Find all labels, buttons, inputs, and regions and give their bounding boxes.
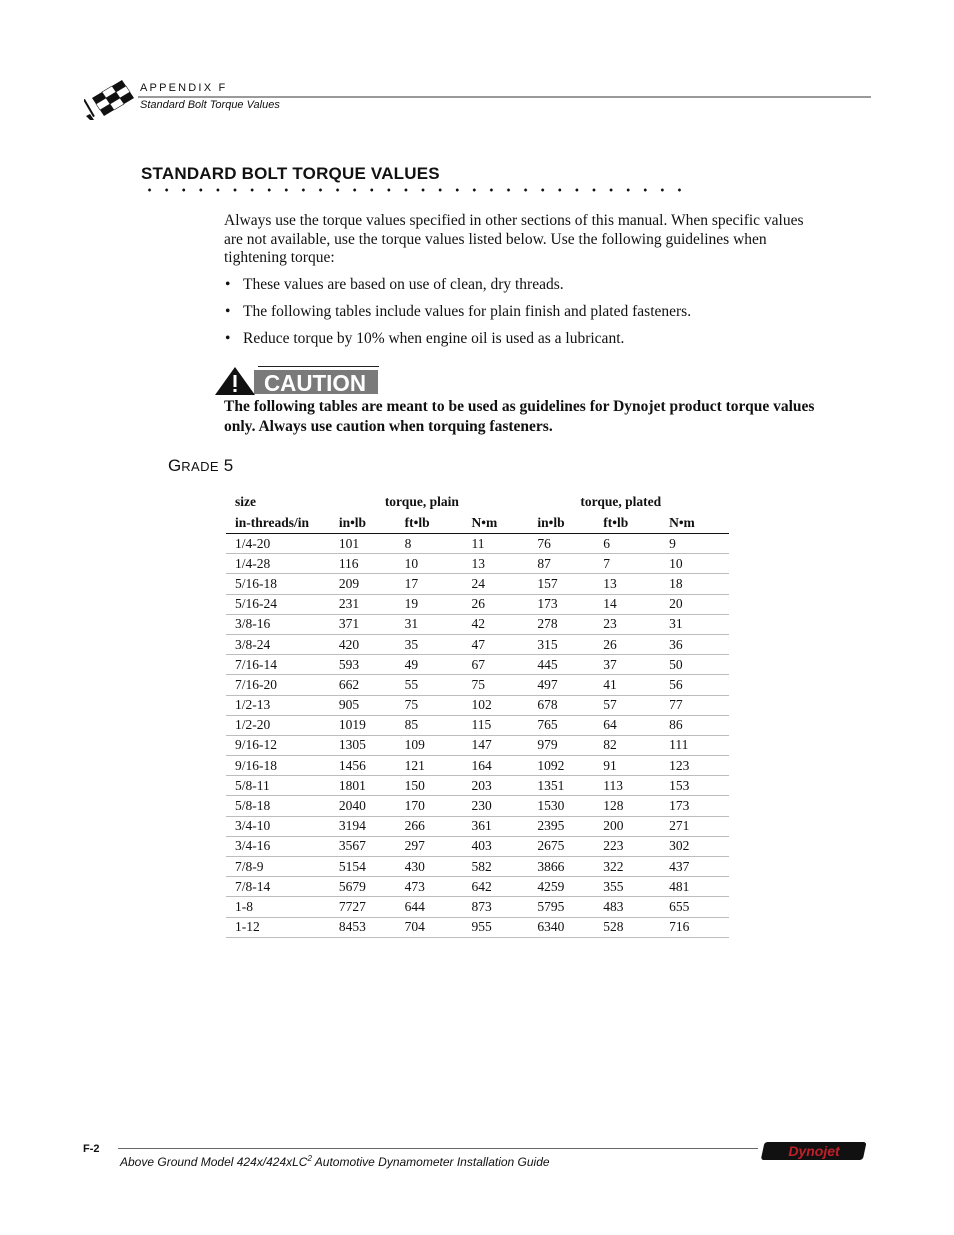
value-cell: 36: [669, 634, 729, 654]
value-cell: 371: [339, 614, 405, 634]
grade-heading-initial: G: [168, 456, 182, 475]
value-cell: 9: [669, 534, 729, 554]
guide-title-main: Above Ground Model 424x/424xLC: [120, 1155, 308, 1169]
value-cell: 41: [603, 675, 669, 695]
caution-banner: [214, 366, 379, 396]
value-cell: 355: [603, 877, 669, 897]
size-cell: 1/2-20: [226, 715, 339, 735]
value-cell: 8453: [339, 917, 405, 937]
table-row: [226, 695, 729, 715]
value-cell: 75: [472, 675, 538, 695]
value-cell: 150: [405, 776, 472, 796]
header-torque-plated: torque, plated: [580, 494, 662, 509]
table-row: [226, 735, 729, 755]
table-column-header: [226, 513, 729, 534]
value-cell: 437: [669, 857, 729, 877]
value-cell: 19: [405, 594, 472, 614]
value-cell: 121: [405, 756, 472, 776]
size-cell: 7/8-9: [226, 857, 339, 877]
value-cell: 67: [472, 655, 538, 675]
column-header: N•m: [472, 513, 538, 534]
table-row: [226, 715, 729, 735]
guidelines-list: [224, 276, 824, 357]
table-group-header: [226, 491, 729, 513]
list-item: [224, 330, 824, 357]
value-cell: 86: [669, 715, 729, 735]
value-cell: 37: [603, 655, 669, 675]
value-cell: 5154: [339, 857, 405, 877]
size-cell: 7/8-14: [226, 877, 339, 897]
list-item: [224, 276, 824, 303]
table-row: [226, 534, 729, 554]
value-cell: 82: [603, 735, 669, 755]
value-cell: 4259: [537, 877, 603, 897]
value-cell: 87: [537, 554, 603, 574]
value-cell: 2675: [537, 836, 603, 856]
value-cell: 10: [669, 554, 729, 574]
value-cell: 101: [339, 534, 405, 554]
value-cell: 361: [472, 816, 538, 836]
value-cell: 302: [669, 836, 729, 856]
value-cell: 128: [603, 796, 669, 816]
value-cell: 430: [405, 857, 472, 877]
value-cell: 593: [339, 655, 405, 675]
value-cell: 315: [537, 634, 603, 654]
value-cell: 102: [472, 695, 538, 715]
bullet-icon: •: [225, 330, 231, 347]
size-cell: 1-12: [226, 917, 339, 937]
value-cell: 170: [405, 796, 472, 816]
value-cell: 3567: [339, 836, 405, 856]
value-cell: 50: [669, 655, 729, 675]
table-row: [226, 857, 729, 877]
header-size: size: [235, 494, 256, 509]
value-cell: 7727: [339, 897, 405, 917]
section-title: STANDARD BOLT TORQUE VALUES: [141, 164, 440, 183]
dotted-divider: [141, 186, 687, 194]
value-cell: 7: [603, 554, 669, 574]
list-item-text: These values are based on use of clean, dry threads.: [243, 276, 564, 293]
value-cell: 24: [472, 574, 538, 594]
header-rule: [138, 96, 871, 98]
column-header: in•lb: [339, 513, 405, 534]
table-row: [226, 917, 729, 937]
value-cell: 1530: [537, 796, 603, 816]
value-cell: 10: [405, 554, 472, 574]
value-cell: 116: [339, 554, 405, 574]
value-cell: 223: [603, 836, 669, 856]
value-cell: 11: [472, 534, 538, 554]
size-cell: 1/4-20: [226, 534, 339, 554]
size-cell: 3/8-24: [226, 634, 339, 654]
table-row: [226, 675, 729, 695]
value-cell: 2395: [537, 816, 603, 836]
value-cell: 173: [669, 796, 729, 816]
value-cell: 200: [603, 816, 669, 836]
guide-title: [120, 1154, 550, 1169]
value-cell: 153: [669, 776, 729, 796]
table-row: [226, 756, 729, 776]
value-cell: 420: [339, 634, 405, 654]
column-header: in-threads/in: [226, 513, 339, 534]
guide-title-rest: Automotive Dynamometer Installation Guide: [311, 1155, 550, 1169]
size-cell: 7/16-14: [226, 655, 339, 675]
list-item-text: Reduce torque by 10% when engine oil is used as a lubricant.: [243, 330, 625, 347]
grade-heading-rest: RADE: [181, 459, 219, 474]
value-cell: 57: [603, 695, 669, 715]
table-row: [226, 836, 729, 856]
table-row: [226, 776, 729, 796]
list-item-text: The following tables include values for plain finish and plated fasteners.: [243, 303, 692, 320]
table-row: [226, 796, 729, 816]
value-cell: 26: [603, 634, 669, 654]
value-cell: 1351: [537, 776, 603, 796]
size-cell: 5/16-18: [226, 574, 339, 594]
table-row: [226, 655, 729, 675]
value-cell: 955: [472, 917, 538, 937]
value-cell: 231: [339, 594, 405, 614]
value-cell: 873: [472, 897, 538, 917]
grade-heading: [168, 456, 233, 476]
value-cell: 483: [603, 897, 669, 917]
table-row: [226, 574, 729, 594]
value-cell: 322: [603, 857, 669, 877]
size-cell: 7/16-20: [226, 675, 339, 695]
value-cell: 14: [603, 594, 669, 614]
value-cell: 56: [669, 675, 729, 695]
value-cell: 644: [405, 897, 472, 917]
header-torque-plain: torque, plain: [384, 494, 459, 509]
value-cell: 3194: [339, 816, 405, 836]
size-cell: 1/2-13: [226, 695, 339, 715]
footer-rule: [118, 1148, 758, 1149]
grade-heading-number: 5: [223, 456, 234, 475]
value-cell: 77: [669, 695, 729, 715]
value-cell: 266: [405, 816, 472, 836]
value-cell: 111: [669, 735, 729, 755]
value-cell: 13: [472, 554, 538, 574]
size-cell: 5/16-24: [226, 594, 339, 614]
size-cell: 5/8-11: [226, 776, 339, 796]
value-cell: 704: [405, 917, 472, 937]
size-cell: 1-8: [226, 897, 339, 917]
value-cell: 528: [603, 917, 669, 937]
value-cell: 123: [669, 756, 729, 776]
size-cell: 3/4-16: [226, 836, 339, 856]
value-cell: 278: [537, 614, 603, 634]
value-cell: 905: [339, 695, 405, 715]
value-cell: 642: [472, 877, 538, 897]
value-cell: 297: [405, 836, 472, 856]
column-header: ft•lb: [405, 513, 472, 534]
value-cell: 497: [537, 675, 603, 695]
value-cell: 115: [472, 715, 538, 735]
value-cell: 271: [669, 816, 729, 836]
table-body: [226, 534, 729, 938]
value-cell: 582: [472, 857, 538, 877]
size-cell: 3/8-16: [226, 614, 339, 634]
value-cell: 85: [405, 715, 472, 735]
value-cell: 64: [603, 715, 669, 735]
table-row: [226, 877, 729, 897]
column-header: N•m: [669, 513, 729, 534]
column-header: ft•lb: [603, 513, 669, 534]
value-cell: 1801: [339, 776, 405, 796]
value-cell: 23: [603, 614, 669, 634]
header-subtitle: Standard Bolt Torque Values: [140, 99, 280, 111]
appendix-label: APPENDIX F: [140, 82, 228, 94]
value-cell: 147: [472, 735, 538, 755]
value-cell: 5795: [537, 897, 603, 917]
table-row: [226, 554, 729, 574]
value-cell: 662: [339, 675, 405, 695]
value-cell: 31: [669, 614, 729, 634]
value-cell: 31: [405, 614, 472, 634]
value-cell: 979: [537, 735, 603, 755]
value-cell: 1019: [339, 715, 405, 735]
value-cell: 20: [669, 594, 729, 614]
table-row: [226, 614, 729, 634]
dynojet-logo: [760, 1140, 866, 1162]
value-cell: 765: [537, 715, 603, 735]
value-cell: 17: [405, 574, 472, 594]
value-cell: 678: [537, 695, 603, 715]
value-cell: 109: [405, 735, 472, 755]
page-number: F-2: [83, 1143, 100, 1155]
value-cell: 173: [537, 594, 603, 614]
value-cell: 5679: [339, 877, 405, 897]
value-cell: 76: [537, 534, 603, 554]
value-cell: 47: [472, 634, 538, 654]
value-cell: 481: [669, 877, 729, 897]
bullet-icon: •: [225, 276, 231, 293]
value-cell: 75: [405, 695, 472, 715]
value-cell: 113: [603, 776, 669, 796]
column-header: in•lb: [537, 513, 603, 534]
value-cell: 403: [472, 836, 538, 856]
value-cell: 1092: [537, 756, 603, 776]
value-cell: 2040: [339, 796, 405, 816]
value-cell: 8: [405, 534, 472, 554]
intro-paragraph: Always use the torque values specified in other sections of this manual. When specific values are not available, use the torque values listed below. Use the following guidelines when tightening torque:: [224, 212, 804, 266]
size-cell: 1/4-28: [226, 554, 339, 574]
value-cell: 164: [472, 756, 538, 776]
value-cell: 473: [405, 877, 472, 897]
value-cell: 655: [669, 897, 729, 917]
value-cell: 55: [405, 675, 472, 695]
torque-table: [226, 491, 729, 938]
value-cell: 18: [669, 574, 729, 594]
bullet-icon: •: [225, 303, 231, 320]
guide-title-superscript: 2: [307, 1154, 312, 1163]
value-cell: 157: [537, 574, 603, 594]
size-cell: 9/16-18: [226, 756, 339, 776]
list-item: [224, 303, 824, 330]
size-cell: 3/4-10: [226, 816, 339, 836]
value-cell: 1305: [339, 735, 405, 755]
checkered-flag-icon: [84, 76, 136, 120]
value-cell: 49: [405, 655, 472, 675]
value-cell: 1456: [339, 756, 405, 776]
value-cell: 35: [405, 634, 472, 654]
value-cell: 3866: [537, 857, 603, 877]
value-cell: 6340: [537, 917, 603, 937]
value-cell: 230: [472, 796, 538, 816]
table-row: [226, 634, 729, 654]
value-cell: 13: [603, 574, 669, 594]
value-cell: 203: [472, 776, 538, 796]
logo-text: Dynojet: [788, 1143, 840, 1159]
table-row: [226, 594, 729, 614]
table-row: [226, 897, 729, 917]
size-cell: 9/16-12: [226, 735, 339, 755]
value-cell: 91: [603, 756, 669, 776]
value-cell: 445: [537, 655, 603, 675]
size-cell: 5/8-18: [226, 796, 339, 816]
caution-label: CAUTION: [264, 370, 366, 396]
value-cell: 716: [669, 917, 729, 937]
value-cell: 26: [472, 594, 538, 614]
value-cell: 42: [472, 614, 538, 634]
caution-text: The following tables are meant to be used as guidelines for Dynojet product torque values only. Always use caution when torquing fasteners.: [224, 398, 815, 435]
value-cell: 209: [339, 574, 405, 594]
value-cell: 6: [603, 534, 669, 554]
table-row: [226, 816, 729, 836]
